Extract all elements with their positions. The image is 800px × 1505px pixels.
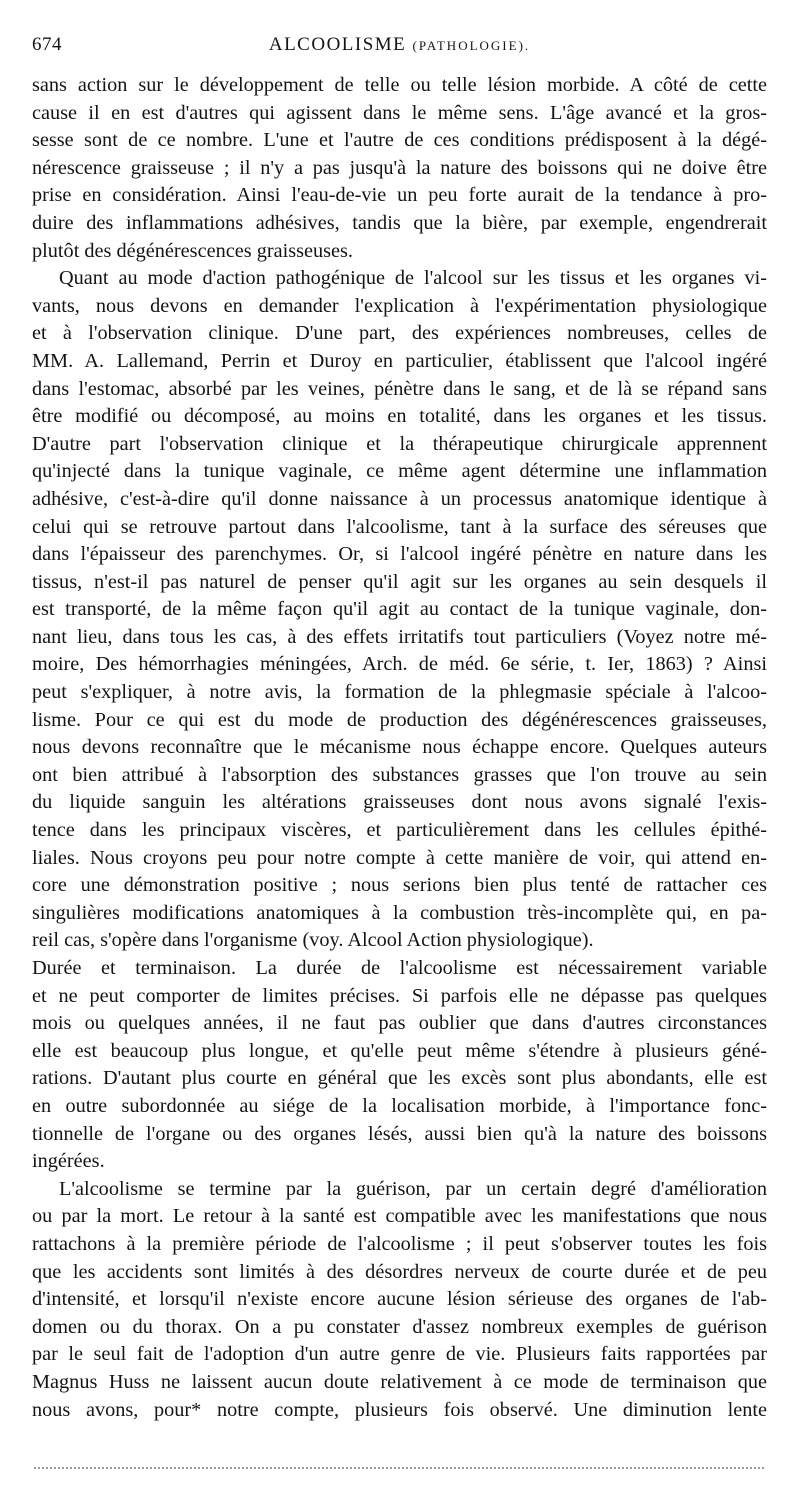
text-line: reil cas, s'opère dans l'organisme (voy. Alcool Action physiologique). [32,929,594,952]
text-line: sans action sur le développement de telle ou telle lésion morbide. A côté de cette [32,74,767,96]
text-line: vants, nous devons en demander l'explication à l'expérimentation physiologique [32,294,767,317]
text-line: peut s'expliquer, à notre avis, la formation de la phlegmasie spéciale à l'alcoo- [32,681,767,704]
text-line: prise en considération. Ainsi l'eau-de-vie un peu forte aurait de la tendance à pro- [32,184,767,207]
text-line: lisme. Pour ce qui est du mode de production des dégénérescences graisseuses, [32,708,767,731]
page-number: 674 [32,34,62,55]
text-line: domen ou du thorax. On a pu constater d'assez nombreux exemples de guérison [32,1315,767,1338]
text-line: duire des inflammations adhésives, tandis que la bière, par exemple, engendrerait [32,211,767,234]
text-line: dans l'épaisseur des parenchymes. Or, si l'alcool ingéré pénètre en nature dans les [32,543,767,566]
text-line: MM. A. Lallemand, Perrin et Duroy en particulier, établissent que l'alcool ingéré [32,349,767,372]
text-line: cause il en est d'autres qui agissent dans le même sens. L'âge avancé et la gros- [32,101,767,124]
text-line: Quant au mode d'action pathogénique de l'alcool sur les tissus et les organes vi- [59,267,767,290]
text-line: moire, Des hémorrhagies méningées, Arch. de méd. 6e série, t. Ier, 1863) ? Ainsi [32,653,767,676]
text-line: tionnelle de l'organe ou des organes lésés, aussi bien qu'à la nature des boissons [32,1122,767,1145]
text-line: qu'injecté dans la tunique vaginale, ce même agent détermine une inflammation [32,460,767,483]
text-line: adhésive, c'est-à-dire qu'il donne naissance à un processus anatomique identique à [32,487,767,510]
text-line: dans l'estomac, absorbé par les veines, pénètre dans le sang, et de là se répand sans [32,377,767,400]
text-line: par le seul fait de l'adoption d'un autre genre de vie. Plusieurs faits rapportées par [32,1343,767,1366]
text-line: nant lieu, dans tous les cas, à des effets irritatifs tout particuliers (Voyez notre mé- [32,625,767,648]
text-line: D'autre part l'observation clinique et la thérapeutique chirurgicale apprennent [32,432,767,455]
running-title-main: ALCOOLISME [268,34,407,55]
running-header [32,34,767,64]
text-line: être modifié ou décomposé, au moins en totalité, dans les organes et les tissus. [32,405,767,428]
footer-dotted-rule [34,1467,764,1469]
running-title-sub: (PATHOLOGIE). [412,38,531,53]
text-line: ou par la mort. Le retour à la santé est compatible avec les manifestations que nous [32,1205,767,1228]
text-line: et ne peut comporter de limites précises. Si parfois elle ne dépasse pas quelques [32,984,767,1007]
text-line: nous devons reconnaître que le mécanisme nous échappe encore. Quelques auteurs [32,736,767,759]
text-line: Magnus Huss ne laissent aucun doute relativement à ce mode de terminaison que [32,1370,767,1393]
text-line: et à l'observation clinique. D'une part, des expériences nombreuses, celles de [32,322,767,345]
text-line: tissus, n'est-il pas naturel de penser qu'il agit sur les organes au sein desquels il [32,570,767,593]
text-line: ingérées. [32,1150,105,1173]
text-line: plutôt des dégénérescences graisseuses. [32,239,354,262]
text-line: core une démonstration positive ; nous serions bien plus tenté de rattacher ces [32,874,767,897]
text-line: rattachons à la première période de l'alcoolisme ; il peut s'observer toutes les fois [32,1232,767,1255]
text-line: L'alcoolisme se termine par la guérison, par un certain degré d'amélioration [59,1177,767,1200]
text-line: ont bien attribué à l'absorption des substances grasses que l'on trouve au sein [32,763,767,786]
text-line: celui qui se retrouve partout dans l'alcoolisme, tant à la surface des séreuses que [32,515,767,538]
text-line: que les accidents sont limités à des désordres nerveux de courte durée et de peu [32,1260,767,1283]
text-line: est transporté, de la même façon qu'il agit au contact de la tunique vaginale, don- [32,598,767,621]
running-title [32,34,767,56]
text-line: du liquide sanguin les altérations graisseuses dont nous avons signalé l'exis- [32,791,767,814]
text-line: elle est beaucoup plus longue, et qu'elle peut même s'étendre à plusieurs géné- [32,1039,767,1062]
text-line: rations. D'autant plus courte en général que les excès sont plus abondants, elle est [32,1067,767,1090]
text-line: d'intensité, et lorsqu'il n'existe encore aucune lésion sérieuse des organes de l'ab- [32,1288,767,1311]
text-line: nérescence graisseuse ; il n'y a pas jusqu'à la nature des boissons qui ne doive être [32,156,767,179]
text-line: nous avons, pour* notre compte, plusieurs fois observé. Une diminution lente [32,1398,767,1421]
text-line: liales. Nous croyons peu pour notre compte à cette manière de voir, qui attend en- [32,846,767,869]
body-text [32,72,767,1424]
text-line: sesse sont de ce nombre. L'une et l'autre de ces conditions prédisposent à la dégé- [32,129,767,152]
text-line: mois ou quelques années, il ne faut pas oublier que dans d'autres circonstances [32,1012,767,1035]
text-line: en outre subordonnée au siége de la localisation morbide, à l'importance fonc- [32,1094,767,1117]
text-line: singulières modifications anatomiques à la combustion très-incomplète qui, en pa- [32,901,767,924]
text-line: tence dans les principaux viscères, et particulièrement dans les cellules épithé- [32,819,767,842]
text-line: Durée et terminaison. La durée de l'alcoolisme est nécessairement variable [32,957,767,979]
